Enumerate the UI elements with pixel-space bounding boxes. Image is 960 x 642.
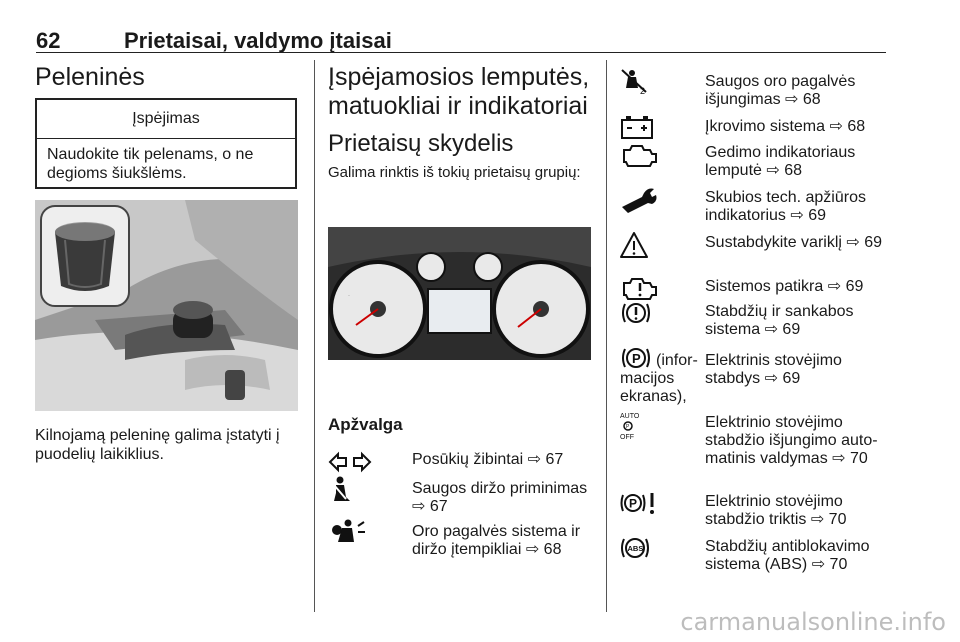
engine-check-icon	[620, 140, 664, 170]
parking-brake-fault-icon	[620, 488, 664, 518]
svg-text:P: P	[629, 496, 638, 511]
intro-text: Galima rinktis iš tokių prietaisų grupių:	[328, 164, 581, 181]
seat-belt-reminder-icon	[328, 475, 372, 505]
auto-off-icon	[620, 410, 664, 440]
list-item: Įkrovimo sistema ⇨ 68	[705, 118, 866, 135]
icon-label-info-display: (infor-macijos ekranas),	[620, 352, 698, 405]
warning-box	[35, 98, 297, 189]
warning-triangle-icon	[620, 230, 664, 260]
svg-text:2: 2	[640, 86, 646, 96]
svg-text:AUTO: AUTO	[620, 413, 640, 420]
section-heading-warning-lights: Įspėjamosios lemputės, matuokliai ir indikatoriai	[328, 63, 590, 120]
svg-text:ABS: ABS	[627, 544, 644, 553]
svg-text:P: P	[626, 424, 630, 430]
svg-text:·: ·	[348, 293, 350, 299]
overview-heading: Apžvalga	[328, 415, 403, 434]
header-rule	[36, 52, 886, 53]
column-divider-left	[314, 60, 315, 612]
brake-warning-icon	[620, 298, 664, 328]
list-item: Elektrinis stovėjimo stabdys ⇨ 69	[705, 352, 842, 387]
list-item: Gedimo indikatoriaus lemputė ⇨ 68	[705, 144, 856, 179]
watermark: carmanualsonline.info	[680, 608, 946, 636]
list-item: Sustabdykite variklį ⇨ 69	[705, 234, 883, 251]
column-divider-right	[606, 60, 607, 612]
ashtray-photo	[35, 200, 298, 411]
svg-text:OFF: OFF	[620, 434, 634, 440]
subheading-instrument-panel: Prietaisų skydelis	[328, 130, 514, 157]
airbag-icon	[328, 518, 372, 548]
list-item: Skubios tech. apžiūros indikatorius ⇨ 69	[705, 189, 866, 224]
section-heading-ashtrays: Peleninės	[35, 63, 145, 91]
svg-text:P: P	[632, 351, 641, 366]
list-item: Posūkių žibintai ⇨ 67	[412, 451, 564, 468]
list-item: Oro pagalvės sistema ir diržo įtempikliai ⇨ 68	[412, 523, 581, 558]
page-title: Prietaisai, valdymo įtaisai	[124, 28, 392, 53]
page-number: 62	[36, 28, 61, 53]
warning-title: Įspėjimas	[37, 100, 295, 139]
turn-signal-icon	[328, 447, 372, 477]
page-header	[36, 28, 886, 54]
list-item: Sistemos patikra ⇨ 69	[705, 278, 864, 295]
battery-icon	[620, 112, 664, 142]
warning-body: Naudokite tik pelenams, o ne degioms šiukšlėms.	[47, 146, 254, 182]
abs-icon	[620, 533, 664, 563]
list-item: Saugos diržo priminimas ⇨ 67	[412, 480, 588, 515]
instrument-cluster-photo	[328, 227, 591, 360]
list-item: Stabdžių ir sankabos sistema ⇨ 69	[705, 303, 854, 338]
list-item: Elektrinio stovėjimo stabdžio išjungimo auto-matinis valdymas ⇨ 70	[705, 414, 878, 467]
list-item: Stabdžių antiblokavimo sistema (ABS) ⇨ 70	[705, 538, 870, 573]
list-item: Elektrinio stovėjimo stabdžio triktis ⇨ 70	[705, 493, 847, 528]
list-item: Saugos oro pagalvės išjungimas ⇨ 68	[705, 73, 856, 108]
airbag-off-icon	[620, 68, 664, 98]
ashtray-caption: Kilnojamą peleninę galima įstatyti į puodelių laikiklius.	[35, 427, 280, 463]
wrench-icon	[620, 185, 664, 215]
